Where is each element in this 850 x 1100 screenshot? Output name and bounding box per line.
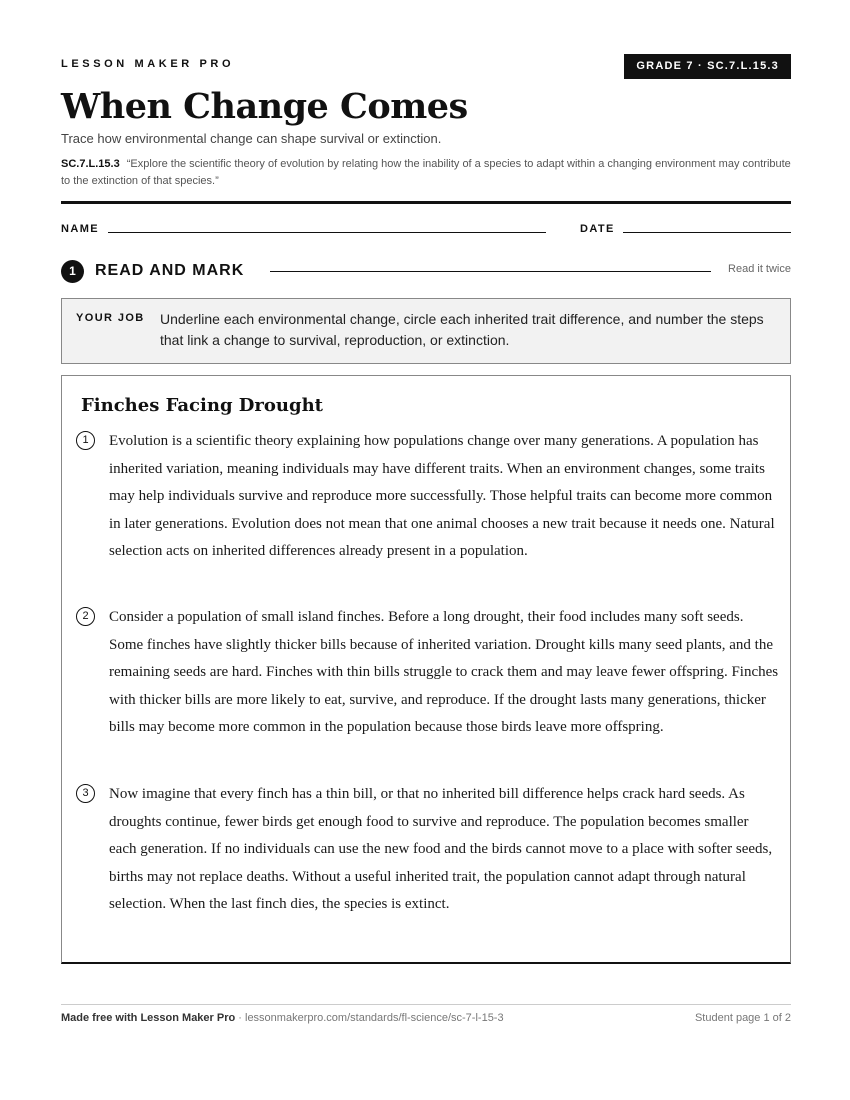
paragraph-2: Consider a population of small island finches. Before a long drought, their food includes many soft seeds. Some finches have slightly thicker bills because of inherited variation. Drought kills many seed plants, and the remaining seeds are hard. Finches with thin bills struggle to crack them and may leave fewer offspring. Finches with thicker bills are more likely to eat, survive, and reproduce. If the drought lasts many generations, thicker bills may become more common in the population because those birds leave more offspring.: [109, 609, 779, 736]
grade-standard-badge: GRADE 7 · SC.7.L.15.3: [624, 54, 791, 79]
date-field[interactable]: [623, 232, 791, 233]
brand-name: LESSON MAKER PRO: [61, 58, 235, 70]
reading-passage: [61, 375, 791, 964]
paragraph-number-2: 2: [76, 607, 95, 626]
footer-credit: [61, 1012, 504, 1024]
header-divider: [61, 201, 791, 204]
standard-statement: [61, 156, 791, 190]
page-subtitle: Trace how environmental change can shape survival or extinction.: [61, 131, 442, 146]
paragraph-1: Evolution is a scientific theory explaining how populations change over many generations. A population has inherited variation, meaning individuals may have different traits. When an environment changes, some traits may help individuals survive and reproduce more successfully. Those helpful traits can become more common in later generations. Evolution does not mean that one animal chooses a new trait because it needs one. Natural selection acts on inherited differences already present in a population.: [109, 433, 775, 560]
name-label: NAME: [61, 223, 99, 235]
standard-code: SC.7.L.15.3: [61, 158, 120, 170]
paragraph-number-1: 1: [76, 431, 95, 450]
section-divider: [270, 271, 711, 272]
footer-divider: [61, 1004, 791, 1005]
instructions-label: YOUR JOB: [76, 312, 145, 324]
name-field[interactable]: [108, 232, 546, 233]
instructions-box: [61, 298, 791, 364]
standard-text: “Explore the scientific theory of evolution by relating how the inability of a species to adapt within a changing environment may contribute to the extinction of that species.”: [61, 158, 791, 187]
passage-title: Finches Facing Drought: [81, 395, 323, 416]
section-title: READ AND MARK: [95, 262, 245, 279]
instructions-text: Underline each environmental change, circle each inherited trait difference, and number the steps that link a change to survival, reproduction, or extinction.: [160, 311, 764, 348]
paragraph-number-3: 3: [76, 784, 95, 803]
date-label: DATE: [580, 223, 615, 235]
section-note: Read it twice: [728, 263, 791, 275]
footer-url[interactable]: · lessonmakerpro.com/standards/fl-science/sc-7-l-15-3: [235, 1012, 504, 1024]
worksheet-page: [61, 0, 791, 1100]
footer-made-with: Made free with Lesson Maker Pro: [61, 1012, 236, 1024]
section-number-badge: 1: [61, 260, 84, 283]
page-title: When Change Comes: [61, 86, 468, 127]
footer-page-number: Student page 1 of 2: [694, 1012, 791, 1024]
paragraph-3: Now imagine that every finch has a thin bill, or that no inherited bill difference helps crack hard seeds. As droughts continue, fewer birds get enough food to survive and reproduce. The population becomes smaller each generation. If no individuals can use the new food and the birds cannot move to a place with softer seeds, births may not replace deaths. Without a useful inherited trait, the population cannot adapt through natural selection. When the last finch dies, the species is extinct.: [109, 786, 773, 913]
